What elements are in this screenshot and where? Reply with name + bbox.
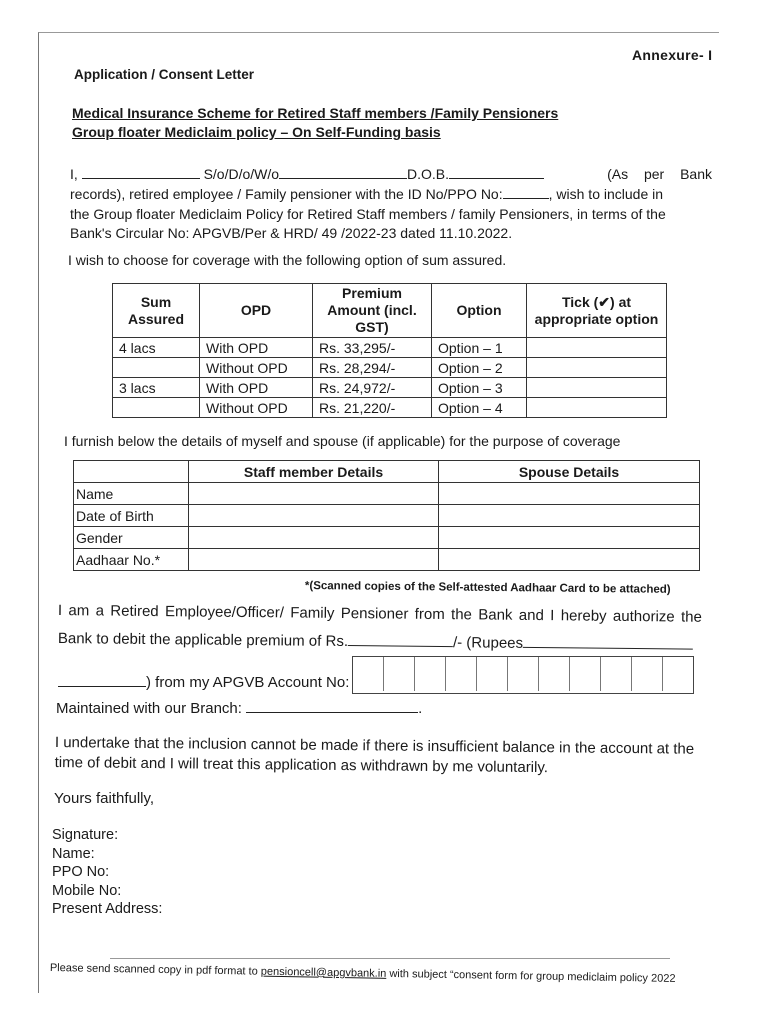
opd-cell: With OPD: [200, 338, 313, 358]
header-premium: Premium Amount (incl. GST): [313, 284, 432, 338]
signature-block: [52, 826, 162, 919]
table-row: [113, 338, 667, 358]
details-table: [73, 460, 700, 571]
branch-blank[interactable]: [246, 698, 418, 713]
table-row: [113, 358, 667, 378]
premium-cell: Rs. 33,295/-: [313, 338, 432, 358]
branch-label: Maintained with our Branch:: [56, 700, 242, 717]
row-label: Gender: [74, 527, 189, 549]
wish-text: , wish to include in: [548, 186, 664, 202]
rupees-words-cont-blank[interactable]: [58, 672, 146, 687]
sum-cell: [113, 398, 200, 418]
options-table: [112, 283, 667, 418]
ppo-label: records), retired employee / Family pensioner with the ID No/PPO No:: [70, 186, 503, 202]
options-header-row: [113, 284, 667, 338]
undertake-text: [55, 733, 695, 780]
intro-line-4: Bank's Circular No: APGVB/Per & HRD/ 49 /2022-23 dated 11.10.2022.: [70, 225, 513, 241]
relation-label: S/o/D/o/W/o: [203, 166, 280, 182]
premium-label: Bank to debit the applicable premium of Rs.: [57, 629, 349, 651]
account-number-boxes[interactable]: [352, 656, 694, 694]
annexure-label: Annexure- I: [632, 47, 713, 63]
mobile-field[interactable]: Mobile No:: [52, 882, 122, 899]
application-title: Application / Consent Letter: [74, 67, 255, 82]
aadhaar-note: *(Scanned copies of the Self-attested Aadhaar Card to be attached): [304, 580, 671, 596]
sum-cell: [113, 358, 200, 378]
header-spouse-details: Spouse Details: [439, 461, 700, 483]
spouse-gender-field[interactable]: [439, 527, 700, 549]
option-cell: Option – 4: [432, 398, 527, 418]
option-cell: Option – 2: [432, 358, 527, 378]
rupees-words-blank[interactable]: [523, 633, 693, 650]
table-row: [74, 483, 700, 505]
rupees-label: /- (Rupees: [452, 634, 524, 652]
sum-cell: 4 lacs: [113, 338, 200, 358]
header-opd: OPD: [200, 284, 313, 338]
ppo-field[interactable]: PPO No:: [52, 864, 110, 880]
footer-post: with subject “consent form for group mediclaim policy 2022: [386, 967, 676, 985]
account-label: ) from my APGVB Account No:: [146, 674, 350, 691]
opd-cell: Without OPD: [200, 358, 313, 378]
row-label: Aadhaar No.*: [74, 549, 189, 571]
row-label: Name: [74, 483, 189, 505]
undertake-line-1: I undertake that the inclusion cannot be made if there is insufficient balance in the account at the: [54, 733, 695, 758]
tick-cell-option-3[interactable]: [527, 378, 667, 398]
premium-cell: Rs. 28,294/-: [313, 358, 432, 378]
header-option: Option: [432, 284, 527, 338]
email-link[interactable]: pensioncell@apgvbank.in: [260, 965, 387, 980]
tick-cell-option-4[interactable]: [527, 398, 667, 418]
premium-amount-blank[interactable]: [348, 631, 453, 647]
option-cell: Option – 1: [432, 338, 527, 358]
header-blank: [74, 461, 189, 483]
scheme-line-2: Group floater Mediclaim policy – On Self-Funding basis: [72, 124, 441, 140]
ppo-blank[interactable]: [503, 184, 549, 199]
footer-pre: Please send scanned copy in pdf format to: [49, 962, 261, 978]
staff-gender-field[interactable]: [189, 527, 439, 549]
authorize-line-3: [58, 672, 349, 691]
opd-cell: With OPD: [200, 378, 313, 398]
undertake-line-2: time of debit and I will treat this application as withdrawn by me voluntarily.: [54, 753, 549, 777]
closing: Yours faithfully,: [54, 790, 155, 807]
header-staff-details: Staff member Details: [189, 461, 439, 483]
tick-cell-option-2[interactable]: [527, 358, 667, 378]
intro-line-1: [70, 164, 712, 184]
footer-divider: [110, 958, 670, 959]
name-blank[interactable]: [82, 164, 200, 179]
staff-name-field[interactable]: [189, 483, 439, 505]
relation-name-blank[interactable]: [279, 164, 407, 179]
spouse-dob-field[interactable]: [439, 505, 700, 527]
spouse-aadhaar-field[interactable]: [439, 549, 700, 571]
table-row: [74, 505, 700, 527]
furnish-text: I furnish below the details of myself and spouse (if applicable) for the purpose of coverage: [64, 433, 621, 449]
intro-line-3: the Group floater Mediclaim Policy for Retired Staff members / family Pensioners, in terms of the: [70, 206, 666, 222]
details-header-row: [74, 461, 700, 483]
table-row: [113, 378, 667, 398]
address-field[interactable]: Present Address:: [52, 901, 163, 917]
signature-field[interactable]: Signature:: [52, 827, 119, 843]
table-row: [74, 527, 700, 549]
dob-blank[interactable]: [449, 164, 544, 179]
opd-cell: Without OPD: [200, 398, 313, 418]
staff-dob-field[interactable]: [189, 505, 439, 527]
header-tick: Tick (✔) at appropriate option: [527, 284, 667, 338]
header-sum-assured: Sum Assured: [113, 284, 200, 338]
scheme-heading: [72, 104, 558, 142]
option-cell: Option – 3: [432, 378, 527, 398]
intro-i: I,: [70, 166, 78, 182]
name-field[interactable]: Name:: [52, 845, 95, 862]
intro-line-2: [70, 184, 663, 204]
as-per-bank: (As per Bank: [607, 166, 712, 182]
row-label: Date of Birth: [74, 505, 189, 527]
spouse-name-field[interactable]: [439, 483, 700, 505]
sum-cell: 3 lacs: [113, 378, 200, 398]
tick-cell-option-1[interactable]: [527, 338, 667, 358]
table-row: [113, 398, 667, 418]
table-row: [74, 549, 700, 571]
premium-cell: Rs. 21,220/-: [313, 398, 432, 418]
dob-label: D.O.B.: [407, 166, 450, 182]
scheme-line-1: Medical Insurance Scheme for Retired Staff members /Family Pensioners: [72, 105, 559, 121]
premium-cell: Rs. 24,972/-: [313, 378, 432, 398]
authorize-line-1: I am a Retired Employee/Officer/ Family Pensioner from the Bank and I hereby authorize the: [57, 602, 702, 626]
branch-line: Maintained with our Branch: .: [56, 700, 423, 717]
staff-aadhaar-field[interactable]: [189, 549, 439, 571]
choose-text: I wish to choose for coverage with the following option of sum assured.: [68, 252, 507, 268]
